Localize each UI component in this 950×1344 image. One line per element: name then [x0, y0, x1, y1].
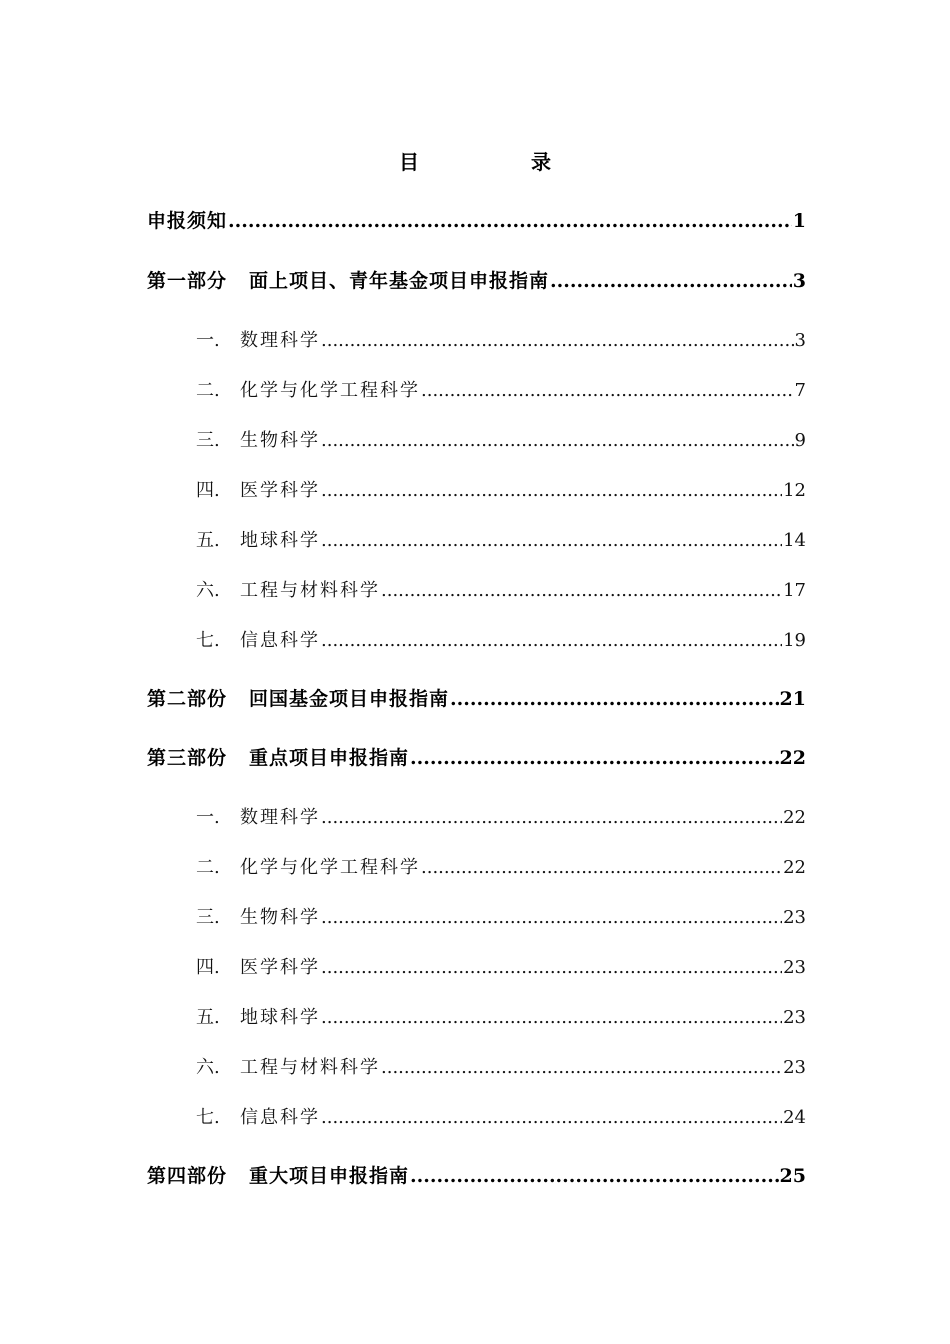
toc-page-number: 23	[783, 1007, 806, 1028]
toc-subentry-number: 三.	[196, 430, 220, 451]
toc-subentry-label: 地球科学	[240, 1007, 320, 1028]
toc-leader	[381, 1057, 782, 1078]
toc-subentry-label: 化学与化学工程科学	[240, 857, 420, 878]
toc-entry-part-3[interactable]	[147, 743, 806, 770]
toc-subentry-number: 三.	[196, 907, 220, 928]
toc-subentry-number: 一.	[196, 807, 220, 828]
toc-page-number: 22	[779, 747, 806, 769]
toc-subentry-number: 二.	[196, 380, 220, 401]
toc-leader	[321, 1107, 782, 1128]
toc-leader	[321, 480, 782, 501]
toc-subentry-label: 地球科学	[240, 530, 320, 551]
toc-entry-part-4[interactable]	[147, 1161, 806, 1188]
toc-subentry-label: 信息科学	[240, 1107, 320, 1128]
toc-subentry[interactable]	[147, 953, 806, 979]
toc-page-number: 12	[783, 480, 806, 501]
toc-subentry[interactable]	[147, 526, 806, 552]
toc-leader	[321, 530, 782, 551]
toc-page-number: 23	[783, 957, 806, 978]
toc-subentry-number: 二.	[196, 857, 220, 878]
toc-page-number: 22	[783, 807, 806, 828]
toc-page-number: 7	[794, 380, 806, 401]
toc-subentry[interactable]	[147, 903, 806, 929]
toc-subentry[interactable]	[147, 853, 806, 879]
toc-entry-label: 申报须知	[147, 210, 228, 232]
toc-page-number: 9	[794, 430, 806, 451]
toc-subentry[interactable]	[147, 376, 806, 402]
toc-leader	[421, 380, 794, 401]
toc-subentry-number: 六.	[196, 1057, 220, 1078]
toc-entry-part-1[interactable]	[147, 266, 806, 293]
toc-subentry-label: 数理科学	[240, 807, 320, 828]
toc-subentry[interactable]	[147, 576, 806, 602]
toc-subentry[interactable]	[147, 626, 806, 652]
toc-subentry[interactable]	[147, 476, 806, 502]
toc-subentry-label: 数理科学	[240, 330, 320, 351]
toc-page-number: 17	[783, 580, 806, 601]
toc-page-number: 22	[783, 857, 806, 878]
toc-subentry[interactable]	[147, 1053, 806, 1079]
toc-subentry-number: 七.	[196, 630, 220, 651]
toc-subentry[interactable]	[147, 803, 806, 829]
toc-entry-label: 重大项目申报指南	[249, 1165, 410, 1187]
toc-leader	[228, 210, 792, 232]
toc-page-number: 14	[783, 530, 806, 551]
toc-leader	[381, 580, 782, 601]
toc-subentry-label: 工程与材料科学	[240, 580, 380, 601]
toc-subentry[interactable]	[147, 426, 806, 452]
toc-subentry[interactable]	[147, 1103, 806, 1129]
toc-leader	[550, 270, 792, 292]
toc-leader	[321, 907, 782, 928]
toc-entry-label: 面上项目、青年基金项目申报指南	[249, 270, 550, 292]
toc-part-label: 第四部份	[147, 1165, 228, 1187]
toc-page-number: 1	[792, 210, 806, 232]
toc-subentry[interactable]	[147, 326, 806, 352]
toc-subentry-number: 四.	[196, 480, 220, 501]
toc-subentry-number: 七.	[196, 1107, 220, 1128]
toc-subentry-label: 化学与化学工程科学	[240, 380, 420, 401]
toc-page-number: 3	[792, 270, 806, 292]
toc-leader	[421, 857, 782, 878]
toc-page-number: 3	[794, 330, 806, 351]
toc-entry-part-2[interactable]	[147, 684, 806, 711]
toc-title: 目 录	[399, 150, 597, 174]
toc-page-number: 25	[779, 1165, 806, 1187]
toc-part-label: 第二部份	[147, 688, 228, 710]
toc-leader	[321, 957, 782, 978]
toc-subentry-label: 生物科学	[240, 907, 320, 928]
toc-leader	[321, 330, 794, 351]
toc-part-label: 第三部份	[147, 747, 228, 769]
toc-page-number: 19	[783, 630, 806, 651]
toc-subentry-label: 工程与材料科学	[240, 1057, 380, 1078]
toc-subentry-number: 六.	[196, 580, 220, 601]
toc-leader	[450, 688, 779, 710]
toc-subentry-number: 五.	[196, 530, 220, 551]
toc-subentry-number: 一.	[196, 330, 220, 351]
toc-page-number: 23	[783, 1057, 806, 1078]
toc-subentry-label: 信息科学	[240, 630, 320, 651]
toc-entry-label: 重点项目申报指南	[249, 747, 410, 769]
toc-page-number: 21	[779, 688, 806, 710]
toc-leader	[321, 807, 782, 828]
toc-subentry-label: 生物科学	[240, 430, 320, 451]
toc-subentry-number: 四.	[196, 957, 220, 978]
toc-part-label: 第一部分	[147, 270, 228, 292]
toc-leader	[410, 747, 779, 769]
toc-subentry-label: 医学科学	[240, 480, 320, 501]
toc-subentry-number: 五.	[196, 1007, 220, 1028]
toc-leader	[321, 430, 794, 451]
toc-leader	[410, 1165, 779, 1187]
toc-entry-notice[interactable]	[147, 206, 806, 233]
toc-subentry-label: 医学科学	[240, 957, 320, 978]
toc-page-number: 24	[783, 1107, 806, 1128]
toc-leader	[321, 630, 782, 651]
toc-leader	[321, 1007, 782, 1028]
toc-entry-label: 回国基金项目申报指南	[249, 688, 450, 710]
toc-subentry[interactable]	[147, 1003, 806, 1029]
toc-page-number: 23	[783, 907, 806, 928]
